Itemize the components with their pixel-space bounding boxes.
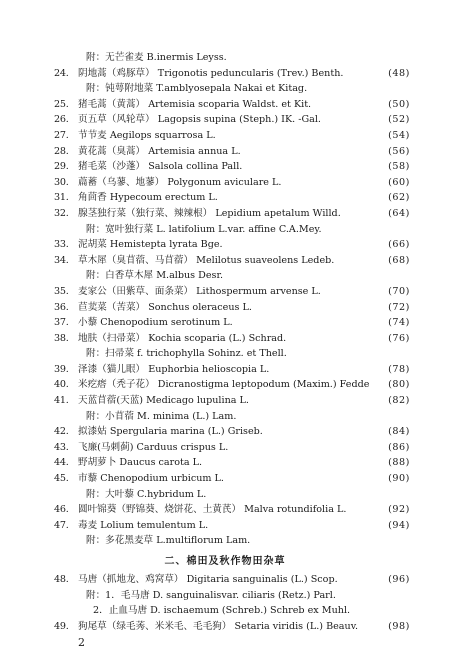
- entry-text: 毒麦 Lolium temulentum L.: [78, 519, 209, 531]
- entry-number: 30.: [54, 176, 69, 188]
- index-entry: [0, 128, 450, 144]
- entry-text: 黄花蒿（臭蒿） Artemisia annua L.: [78, 145, 241, 157]
- entry-text: 麦家公（田紫草、面条菜） Lithospermum arvense L.: [78, 285, 321, 297]
- index-entry: [0, 66, 450, 82]
- index-subentry: [0, 50, 450, 66]
- entry-number: 49.: [54, 620, 69, 632]
- entry-number: 37.: [54, 317, 69, 329]
- entry-text: 阴地蒿（鸡豚草） Trigonotis peduncularis (Trev.) Benth.: [78, 67, 344, 79]
- index-subentry: [0, 603, 450, 619]
- entry-page-ref: (92): [388, 504, 410, 516]
- index-entry: [0, 284, 450, 300]
- entry-number: 48.: [54, 574, 69, 585]
- index-entry: [0, 518, 450, 534]
- index-entry: [0, 440, 450, 456]
- index-entry: [0, 97, 450, 113]
- index-entry: [0, 362, 450, 378]
- index-entry: [0, 502, 450, 518]
- entry-text: 狗尾草（绿毛莠、米米毛、毛毛狗） Setaria viridis (L.) Beauv.: [78, 620, 359, 632]
- entry-number: 33.: [54, 239, 69, 251]
- entry-text: 附：白香草木犀 M.albus Desr.: [86, 270, 224, 282]
- entry-page-ref: (66): [388, 239, 410, 251]
- entry-text: 猪毛菜（沙蓬） Salsola collina Pall.: [78, 161, 243, 173]
- entry-number: 39.: [54, 363, 69, 375]
- entry-text: 市藜 Chenopodium urbicum L.: [78, 473, 224, 485]
- index-entry: [0, 572, 450, 588]
- entry-number: 31.: [54, 192, 69, 204]
- index-subentry: [0, 268, 450, 284]
- index-entry: [0, 393, 450, 409]
- index-entry: [0, 190, 450, 206]
- entry-text: 天蓝苜蓿(天蓝) Medicago lupulina L.: [78, 395, 249, 407]
- entry-number: 47.: [54, 519, 69, 531]
- entry-text: 角茴香 Hypecoum erectum L.: [78, 192, 218, 204]
- index-entry: [0, 159, 450, 175]
- entry-number: 34.: [54, 254, 69, 266]
- entry-text: 附：小苜蓿 M. minima (L.) Lam.: [86, 410, 237, 422]
- entry-text: 草木犀（臭苜蓿、马苜蓿） Melilotus suaveolens Ledeb.: [78, 254, 335, 266]
- index-subentry: [0, 533, 450, 549]
- index-entry: [0, 377, 450, 393]
- entry-text: 附：无芒雀麦 B.inermis Leyss.: [86, 52, 227, 63]
- entry-number: 24.: [54, 67, 69, 79]
- entry-page-ref: (58): [388, 161, 410, 173]
- entry-page-ref: (98): [388, 620, 410, 632]
- entry-text: 泥胡菜 Hemistepta lyrata Bge.: [78, 239, 223, 251]
- entry-number: 44.: [54, 457, 69, 469]
- entry-text: 腺茎独行菜（独行菜、辣辣根） Lepidium apetalum Willd.: [78, 207, 341, 219]
- entry-text: 附：大叶藜 C.hybridum L.: [86, 488, 207, 500]
- entry-page-ref: (88): [388, 457, 410, 469]
- page-number: 2: [78, 636, 85, 649]
- entry-page-ref: (76): [388, 332, 410, 344]
- entry-page-ref: (64): [388, 207, 410, 219]
- index-list: [0, 50, 450, 549]
- entry-page-ref: (62): [388, 192, 410, 204]
- entry-number: 28.: [54, 145, 69, 157]
- index-entry: [0, 455, 450, 471]
- entry-text: 附：钝萼附地菜 T.amblyosepala Nakai et Kitag.: [86, 83, 308, 95]
- entry-text: 2．止血马唐 D. ischaemum (Schreb.) Schreb ex Muhl.: [93, 605, 351, 617]
- entry-number: 29.: [54, 161, 69, 173]
- index-subentry: [0, 588, 450, 604]
- entry-page-ref: (80): [388, 379, 410, 391]
- entry-text: 泽漆（猫儿眼） Euphorbia helioscopia L.: [78, 363, 270, 375]
- entry-text: 页五草（风轮草） Lagopsis supina (Steph.) IK. -Gal.: [78, 114, 321, 126]
- entry-number: 41.: [54, 395, 69, 407]
- index-entry: [0, 144, 450, 160]
- index-entry: [0, 619, 450, 635]
- entry-number: 40.: [54, 379, 69, 391]
- entry-text: 附：1．毛马唐 D. sanguinalisvar. ciliaris (Retz.) Parl.: [86, 589, 336, 601]
- entry-page-ref: (60): [388, 176, 410, 188]
- index-subentry: [0, 409, 450, 425]
- entry-text: 萹蓄（乌蓼、地蓼） Polygonum aviculare L.: [78, 176, 282, 188]
- index-subentry: [0, 346, 450, 362]
- entry-page-ref: (48): [388, 67, 410, 79]
- entry-text: 苣荬菜（苦菜） Sonchus oleraceus L.: [78, 301, 252, 313]
- index-entry: [0, 237, 450, 253]
- entry-page-ref: (82): [388, 395, 410, 407]
- entry-number: 42.: [54, 426, 69, 438]
- entry-text: 拟漆姑 Spergularia marina (L.) Griseb.: [78, 426, 263, 438]
- entry-text: 地肤（扫帚菜） Kochia scoparia (L.) Schrad.: [78, 332, 287, 344]
- entry-page-ref: (50): [388, 98, 410, 110]
- entry-text: 节节麦 Aegilops squarrosa L.: [78, 129, 216, 141]
- entry-text: 马唐（抓地龙、鸡窝草） Digitaria sanguinalis (L.) Scop.: [78, 574, 338, 585]
- entry-text: 附：多花黑麦草 L.multiflorum Lam.: [86, 535, 251, 547]
- entry-number: 43.: [54, 441, 69, 453]
- entry-text: 野胡萝卜 Daucus carota L.: [78, 457, 203, 469]
- entry-page-ref: (52): [388, 114, 410, 126]
- entry-page-ref: (86): [388, 441, 410, 453]
- entry-number: 45.: [54, 473, 69, 485]
- entry-number: 46.: [54, 504, 69, 516]
- entry-page-ref: (56): [388, 145, 410, 157]
- entry-number: 38.: [54, 332, 69, 344]
- entry-text: 附：扫帚菜 f. trichophylla Sohinz. et Thell.: [86, 348, 287, 360]
- entry-number: 32.: [54, 207, 69, 219]
- entry-page-ref: (70): [388, 285, 410, 297]
- entry-page-ref: (78): [388, 363, 410, 375]
- index-entry: [0, 206, 450, 222]
- entry-number: 27.: [54, 129, 69, 141]
- entry-text: 飞廉(马刺蓟) Carduus crispus L.: [78, 441, 229, 453]
- entry-page-ref: (68): [388, 254, 410, 266]
- index-entry: [0, 112, 450, 128]
- entry-page-ref: (84): [388, 426, 410, 438]
- index-entry: [0, 175, 450, 191]
- entry-number: 35.: [54, 285, 69, 297]
- index-entry: [0, 315, 450, 331]
- entry-text: 附：宽叶独行菜 L. latifolium L.var. affine C.A.Mey.: [86, 223, 322, 235]
- index-entry: [0, 253, 450, 269]
- entry-page-ref: (54): [388, 129, 410, 141]
- entry-page-ref: (72): [388, 301, 410, 313]
- entry-text: 小藜 Chenopodium serotinum L.: [78, 317, 233, 329]
- entry-text: 圆叶锦葵（野锦葵、烧饼花、土黄芪） Malva rotundifolia L.: [78, 504, 347, 516]
- index-subentry: [0, 81, 450, 97]
- index-entry: [0, 331, 450, 347]
- index-list-section-2: [0, 572, 450, 634]
- entry-text: 米疙瘩（秃子花） Dicranostigma leptopodum (Maxim.) Fedde: [78, 379, 370, 391]
- index-subentry: [0, 222, 450, 238]
- entry-page-ref: (94): [388, 519, 410, 531]
- entry-page-ref: (74): [388, 317, 410, 329]
- entry-page-ref: (96): [388, 574, 410, 585]
- index-subentry: [0, 487, 450, 503]
- entry-number: 26.: [54, 114, 69, 126]
- entry-page-ref: (90): [388, 473, 410, 485]
- entry-text: 猪毛蒿（黄蒿） Artemisia scoparia Waldst. et Kit.: [78, 98, 312, 110]
- index-entry: [0, 471, 450, 487]
- entry-number: 36.: [54, 301, 69, 313]
- index-entry: [0, 424, 450, 440]
- index-entry: [0, 300, 450, 316]
- section-heading: 二、棉田及秋作物田杂草: [164, 556, 286, 567]
- entry-number: 25.: [54, 98, 69, 110]
